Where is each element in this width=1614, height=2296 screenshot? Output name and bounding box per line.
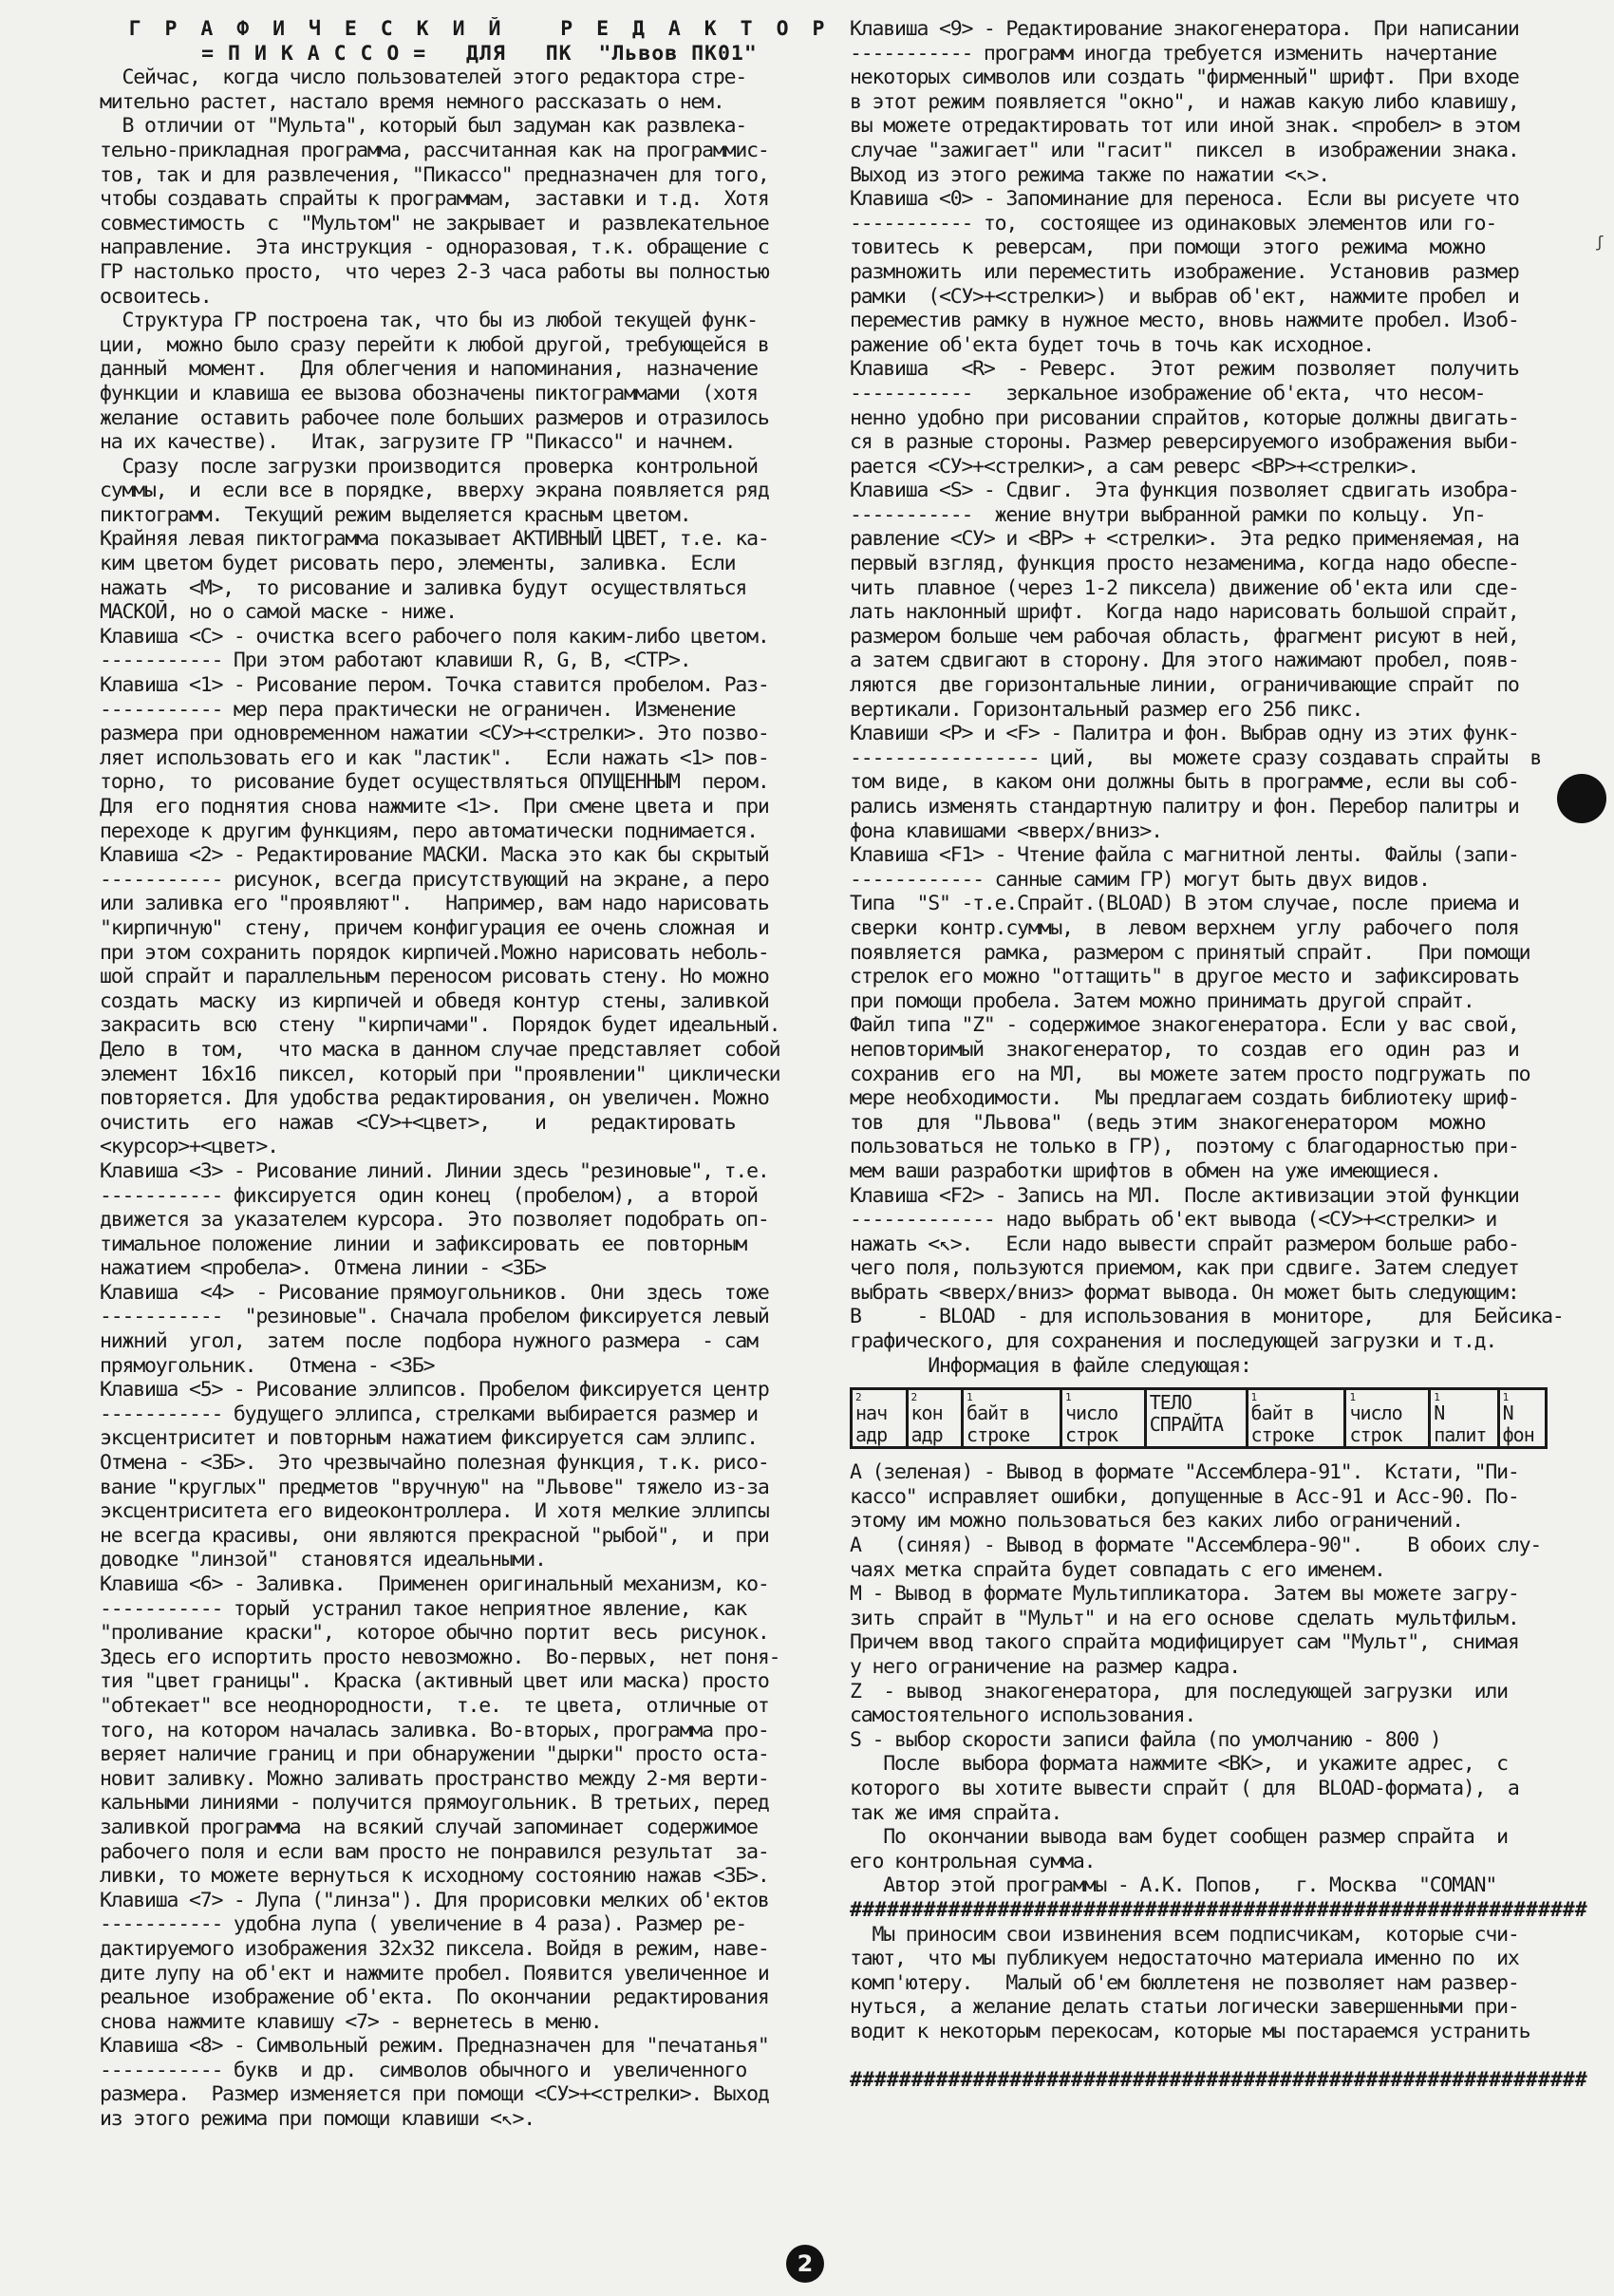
text-line: пользоваться не только в ГР), поэтому с благодарностью при- (850, 1135, 1519, 1159)
text-line: выбрать <вверх/вниз> формат вывода. Он может быть следующим: (850, 1280, 1519, 1305)
text-line: фона клавишами <вверх/вниз>. (850, 819, 1162, 843)
text-line: ----------- жение внутри выбранной рамки по кольцу. Уп- (850, 502, 1486, 527)
text-line: После выбора формата нажмите <ВК>, и укажите адрес, с (850, 1752, 1508, 1777)
text-line: S - выбор скорости записи файла (по умолчанию - 800 ) (850, 1727, 1441, 1752)
right-column-bottom-text (850, 1460, 1609, 2092)
text-line: МАСКОЙ, но о самой маске - ниже. (100, 600, 457, 625)
cell-byte-count: 1 (1349, 1391, 1356, 1404)
text-line: чтобы создавать спрайты к программам, заставки и т.д. Хотя (100, 187, 769, 212)
cell-byte-count: 1 (1250, 1391, 1257, 1404)
text-line: чить плавное (через 1-2 пиксела) движение об'екта или сде- (850, 575, 1519, 600)
text-line: <курсор>+<цвет>. (100, 1135, 278, 1159)
text-line: повторяется. Для удобства редактирования, он увеличен. Можно (100, 1086, 769, 1111)
text-line: переходе к другим функциям, перо автоматически поднимается. (100, 819, 758, 843)
text-line: ----------- будущего эллипса, стрелками выбирается размер и (100, 1402, 758, 1426)
text-line: Клавиша <С> - очистка всего рабочего поля каким-либо цветом. (100, 624, 769, 649)
right-column-top-text (850, 17, 1609, 1378)
file-format-row (852, 1389, 1547, 1448)
text-line: некоторых символов или создать "фирменный" шрифт. При входе (850, 66, 1519, 90)
text-line: вертикали. Горизонтальный размер его 256 пикс. (850, 697, 1363, 722)
text-line: появляется рамка, размером с принятый спрайт. При помощи (850, 940, 1530, 965)
cell-label: кон адр (910, 1402, 943, 1447)
text-line: Структура ГР построена так, что бы из любой текущей функ- (100, 309, 758, 333)
text-line: а затем сдвигают в сторону. Для этого нажимают пробел, появ- (850, 649, 1519, 673)
text-line: закрасить всю стену "кирпичами". Порядок будет идеальный. (100, 1013, 780, 1038)
text-line: торно, то рисование будет осуществляться ОПУЩЕННЫМ пером. (100, 770, 769, 795)
text-line: заливкой программа на всякий случай запоминает содержимое (100, 1815, 758, 1839)
text-line: том виде, в каком они должны быть в программе, если вы соб- (850, 770, 1519, 795)
text-line: ся в разные стороны. Размер реверсируемого изображения выби- (850, 430, 1519, 455)
text-line: тов для "Львова" (ведь этим знакогенератором можно (850, 1110, 1486, 1135)
text-line: ----------------- ций, вы можете сразу создавать спрайты в (850, 745, 1542, 770)
text-line: ------------ санные самим ГР) могут быть двух видов. (850, 867, 1430, 892)
text-line: дите лупу на об'ект и нажмите пробел. Появится увеличенное и (100, 1961, 769, 1985)
text-line: или заливка его "проявляют". Например, вам надо нарисовать (100, 892, 769, 916)
format-cell (963, 1389, 1061, 1448)
left-column (100, 17, 859, 2132)
text-line: данный момент. Для облегчения и напоминания, назначение (100, 357, 758, 382)
text-line: мем ваши разработки шрифтов в обмен на уже имеющиеся. (850, 1158, 1441, 1183)
page-number: 2 (786, 2245, 824, 2283)
format-cell (1498, 1389, 1546, 1448)
text-line: Крайняя левая пиктограмма показывает АКТИВНЫЙ ЦВЕТ, т.е. ка- (100, 527, 769, 552)
text-line: ----------- зеркальное изображение об'екта, что несом- (850, 381, 1486, 405)
text-line: нажать <↖>. Если надо вывести спрайт размером больше рабо- (850, 1232, 1519, 1256)
text-line: вание "круглых" предметов "вручную" на "Львове" тяжело из-за (100, 1475, 769, 1499)
text-line: ненно удобно при рисовании спрайтов, которые должны двигать- (850, 405, 1519, 430)
text-line: "проливание краски", которое обычно портит весь рисунок. (100, 1621, 769, 1646)
cell-label: число строк (1349, 1402, 1402, 1447)
text-line: "обтекает" все неоднородности, т.е. те цвета, отличные от (100, 1693, 769, 1718)
text-line: этому им можно пользоваться без каких либо ограничений. (850, 1509, 1463, 1534)
cell-byte-count: 2 (855, 1391, 861, 1404)
text-line: нажать <М>, то рисование и заливка будут осуществляться (100, 575, 747, 600)
text-line: Дело в том, что маска в данном случае представляет собой (100, 1037, 780, 1062)
text-line: Клавиша <0> - Запоминание для переноса. Если вы рисуете что (850, 187, 1519, 212)
file-format-table (850, 1387, 1548, 1449)
text-line: размера. Размер изменяется при помощи <СУ>+<стрелки>. Выход (100, 2082, 769, 2107)
text-line: Выход из этого режима также по нажатии <↖>. (850, 162, 1329, 187)
text-line: в этот режим появляется "окно", и нажав какую либо клавишу, (850, 89, 1519, 114)
cell-label: N палит (1434, 1402, 1487, 1447)
text-line: равление <СУ> и <ВР> + <стрелки>. Эта редко применяемая, на (850, 527, 1519, 552)
text-line: Клавиша <1> - Рисование пером. Точка ставится пробелом. Раз- (100, 673, 769, 698)
cell-label: число строк (1064, 1402, 1118, 1447)
text-line: А (зеленая) - Вывод в формате "Ассемблера-91". Кстати, "Пи- (850, 1460, 1519, 1485)
text-line: ким цветом будет рисовать перо, элементы, заливка. Если (100, 552, 736, 576)
cell-byte-count: 1 (1502, 1391, 1509, 1404)
text-line: нуться, а желание делать статьи логически завершенными при- (850, 1995, 1519, 2020)
text-line: при помощи пробела. Затем можно принимать другой спрайт. (850, 988, 1474, 1013)
text-line: не всегда красивы, они являются прекрасной "рыбой", и при (100, 1523, 769, 1548)
file-format-table-wrap (850, 1387, 1609, 1449)
text-line: Клавиша <R> - Реверс. Этот режим позволяет получить (850, 357, 1519, 382)
cell-label: N фон (1502, 1402, 1534, 1447)
text-line: первый взгляд, функция просто незаменима, когда надо обеспе- (850, 552, 1519, 576)
page-title: Г Р А Ф И Ч Е С К И Й Р Е Д А К Т О Р (128, 17, 831, 41)
text-line: у него ограничение на размер кадра. (850, 1655, 1241, 1679)
text-line: функции и клавиша ее вызова обозначены пиктограммами (хотя (100, 381, 758, 405)
format-cell (1247, 1389, 1345, 1448)
page-subtitle: = П И К А С С О = ДЛЯ ПК "Львов ПК01" (201, 41, 758, 66)
text-line: веряет наличие границ и при обнаружении "дырки" просто оста- (100, 1742, 769, 1767)
text-line: Клавиша <7> - Лупа ("линза"). Для прорисовки мелких об'ектов (100, 1888, 769, 1912)
text-line: рамки (<СУ>+<стрелки>) и выбрав об'ект, нажмите пробел и (850, 284, 1519, 309)
text-line: Z - вывод знакогенератора, для последующей загрузки или (850, 1679, 1508, 1703)
text-line: ----------- программ иногда требуется изменить начертание (850, 41, 1497, 66)
text-line: ----------- удобна лупа ( увеличение в 4 раза). Размер ре- (100, 1912, 747, 1937)
text-line: рабочего поля и если вам просто не понравился результат за- (100, 1839, 769, 1864)
text-line: шой спрайт и параллельным переносом рисовать стену. Но можно (100, 965, 769, 989)
text-line: чаях метка спрайта будет совпадать с его именем. (850, 1557, 1385, 1582)
text-line: движется за указателем курсора. Это позволяет подобрать оп- (100, 1208, 769, 1233)
text-line: того, на котором началась заливка. Во-вторых, программа про- (100, 1718, 769, 1742)
text-line: элемент 16х16 пиксел, который при "проявлении" циклически (100, 1062, 780, 1086)
text-line: Отмена - <ЗБ>. Это чрезвычайно полезная функция, т.к. рисо- (100, 1451, 769, 1476)
text-line: стрелок его можно "оттащить" в другое место и зафиксировать (850, 965, 1519, 989)
text-line: Клавиша <9> - Редактирование знакогенератора. При написании (850, 17, 1519, 41)
text-line: ############################################################ (850, 2068, 1587, 2093)
text-line: Сразу после загрузки производится проверка контрольной (100, 454, 758, 479)
text-line: освоитесь. (100, 284, 212, 309)
text-line: его контрольная сумма. (850, 1849, 1096, 1873)
text-line: новит заливку. Можно заливать пространство между 2-мя верти- (100, 1766, 769, 1791)
text-line: создать маску из кирпичей и обведя контур стены, заливкой (100, 988, 769, 1013)
text-line: при этом сохранить порядок кирпичей.Можно нарисовать неболь- (100, 940, 769, 965)
cell-label: байт в строке (1250, 1402, 1314, 1447)
text-line: реальное изображение об'екта. По окончании редактирования (100, 1985, 769, 2010)
cell-label: байт в строке (967, 1402, 1030, 1447)
format-cell (907, 1389, 963, 1448)
text-line: М - Вывод в формате Мультипликатора. Затем вы можете загру- (850, 1582, 1519, 1607)
text-line: ----------- фиксируется один конец (пробелом), а второй (100, 1183, 758, 1208)
format-cell (852, 1389, 908, 1448)
text-line: тимальное положение линии и зафиксировать ее повторным (100, 1232, 747, 1256)
text-line: Клавиша <6> - Заливка. Применен оригинальный механизм, ко- (100, 1572, 769, 1596)
text-line: ----------- букв и др. символов обычного и увеличенного (100, 2058, 747, 2082)
text-line: эксцентриситет и повторным нажатием фиксируется сам эллипс. (100, 1426, 758, 1451)
text-line: кальными линиями - получится прямоугольник. В третьих, перед (100, 1791, 769, 1816)
text-line: ----------- то, состоящее из одинаковых элементов или го- (850, 211, 1497, 235)
format-cell (1060, 1389, 1145, 1448)
cell-byte-count: 1 (967, 1391, 972, 1404)
text-line: из этого режима при помощи клавиши <↖>. (100, 2107, 535, 2132)
text-line: Для его поднятия снова нажмите <1>. При смене цвета и при (100, 795, 769, 819)
text-line: комп'ютеру. Малый об'ем бюллетеня не позволяет нам развер- (850, 1970, 1519, 1995)
text-line: доводке "линзой" становятся идеальными. (100, 1548, 546, 1572)
text-line: товитесь к реверсам, при помощи этого режима можно (850, 235, 1486, 260)
text-line: Клавиши <P> и <F> - Палитра и фон. Выбрав одну из этих функ- (850, 722, 1519, 746)
text-line: пиктограмм. Текущий режим выделяется красным цветом. (100, 502, 691, 527)
text-line: размножить или переместить изображение. Установив размер (850, 259, 1519, 284)
text-line: тов, так и для развлечения, "Пикассо" предназначен для того, (100, 162, 769, 187)
text-line: Причем ввод такого спрайта модифицирует сам "Мульт", снимая (850, 1630, 1519, 1655)
text-line: мительно растет, настало время немного рассказать о нем. (100, 89, 724, 114)
text-line: ляет использовать его и как "ластик". Если нажать <1> пов- (100, 745, 769, 770)
text-line: Клавиша <2> - Редактирование МАСКИ. Маска это как бы скрытый (100, 843, 769, 868)
text-line: Автор этой программы - А.К. Попов, г. Москва "COMAN" (850, 1873, 1497, 1898)
text-line: Клавиша <3> - Рисование линий. Линии здесь "резиновые", т.е. (100, 1158, 769, 1183)
text-line: нажатием <пробела>. Отмена линии - <ЗБ> (100, 1256, 546, 1281)
text-line: Клавиша <4> - Рисование прямоугольников. Они здесь тоже (100, 1280, 769, 1305)
text-line: В отличии от "Мульта", который был задуман как развлека- (100, 114, 747, 139)
text-line: самостоятельного использования. (850, 1703, 1196, 1728)
text-line: ливки, то можете вернуться к исходному состоянию нажав <ЗБ>. (100, 1864, 769, 1889)
text-line: направление. Эта инструкция - одноразовая, т.к. обращение с (100, 235, 769, 260)
cell-label: нач адр (855, 1402, 888, 1447)
format-cell (1145, 1389, 1247, 1448)
text-line: Информация в файле следующая: (850, 1353, 1251, 1378)
text-line: случае "зажигает" или "гасит" пиксел в изображении знака. (850, 138, 1519, 162)
text-line: тают, что мы публикуем недостаточно материала именно по их (850, 1947, 1519, 1971)
text-line: ции, можно было сразу перейти к любой другой, требующейся в (100, 332, 769, 357)
cell-byte-count: 1 (1064, 1391, 1071, 1404)
text-line: водит к некоторым перекосам, которые мы постараемся устранить (850, 2019, 1530, 2043)
text-line: Файл типа "Z" - содержимое знакогенератора. Если у вас свой, (850, 1013, 1519, 1038)
text-line: По окончании вывода вам будет сообщен размер спрайта и (850, 1825, 1508, 1850)
text-line: ражение об'екта будет точь в точь как исходное. (850, 332, 1374, 357)
text-line: Клавиша <5> - Рисование эллипсов. Пробелом фиксируется центр (100, 1378, 769, 1402)
text-line: "кирпичную" стену, причем конфигурация ее очень сложная и (100, 915, 769, 940)
text-line: тия "цвет границы". Краска (активный цвет или маска) просто (100, 1669, 769, 1694)
text-line: ----------- При этом работают клавиши R, G, B, <СТР>. (100, 649, 691, 673)
format-cell (1430, 1389, 1498, 1448)
text-line: B - BLOAD - для использования в мониторе, для Бейсика- (850, 1305, 1564, 1329)
text-line: нижний угол, затем после подбора нужного размера - сам (100, 1329, 758, 1354)
text-line: зить спрайт в "Мульт" и на его основе сделать мультфильм. (850, 1606, 1519, 1630)
text-line: Клавиша <8> - Символьный режим. Предназначен для "печатанья" (100, 2034, 769, 2059)
text-line: ------------- надо выбрать об'ект вывода (<СУ>+<стрелки> и (850, 1208, 1497, 1233)
margin-mark: ʃ (1595, 233, 1605, 251)
text-line: неповторимый знакогенератор, то создав его один раз и (850, 1037, 1519, 1062)
text-line: рались изменять стандартную палитру и фон. Перебор палитры и (850, 795, 1519, 819)
right-column (850, 17, 1609, 2093)
text-line: дактируемого изображения 32х32 пиксела. Войдя в режим, наве- (100, 1936, 769, 1961)
text-line: Клавиша <F2> - Запись на МЛ. После активизации этой функции (850, 1183, 1519, 1208)
text-line: желание оставить рабочее поле больших размеров и отразилось (100, 405, 769, 430)
text-line: прямоугольник. Отмена - <ЗБ> (100, 1353, 435, 1378)
text-line: рается <СУ>+<стрелки>, а сам реверс <ВР>+<стрелки>. (850, 454, 1418, 479)
cell-byte-count: 1 (1434, 1391, 1439, 1404)
text-line (850, 2044, 1609, 2069)
text-line: вы можете отредактировать тот или иной знак. <пробел> в этом (850, 114, 1519, 139)
text-line: эксцентриситета его видеоконтроллера. И хотя мелкие эллипсы (100, 1499, 769, 1524)
text-line: лать наклонный шрифт. Когда надо нарисовать большой спрайт, (850, 600, 1519, 625)
cell-label: ТЕЛО СПРАЙТА (1149, 1391, 1224, 1437)
text-line: тельно-прикладная программа, рассчитанная как на программис- (100, 138, 769, 162)
text-line: сверки контр.суммы, в левом верхнем углу рабочего поля (850, 915, 1519, 940)
text-line: суммы, и если все в порядке, вверху экрана появляется ряд (100, 479, 769, 503)
text-line: на их качестве). Итак, загрузите ГР "Пикассо" и начнем. (100, 430, 736, 455)
text-line: Типа "S" -т.е.Спрайт.(BLOAD) В этом случае, после приема и (850, 892, 1519, 916)
text-line: мере необходимости. Мы предлагаем создать библиотеку шриф- (850, 1086, 1519, 1111)
punch-hole (1557, 774, 1606, 823)
text-line: ----------- торый устранил такое неприятное явление, как (100, 1596, 747, 1621)
text-line: Клавиша <F1> - Чтение файла с магнитной ленты. Файлы (запи- (850, 843, 1519, 868)
text-line: которого вы хотите вывести спрайт ( для BLOAD-формата), а (850, 1776, 1519, 1800)
text-line: кассо" исправляет ошибки, допущенные в Асс-91 и Асс-90. По- (850, 1484, 1519, 1509)
text-line: ############################################################ (850, 1897, 1587, 1922)
text-line: размером больше чем рабочая область, фрагмент рисуют в ней, (850, 624, 1519, 649)
text-line: снова нажмите клавишу <7> - вернетесь в меню. (100, 2009, 602, 2034)
text-line: чего поля, пользуются приемом, как при сдвиге. Затем следует (850, 1256, 1519, 1281)
text-line: ----------- "резиновые". Сначала пробелом фиксируется левый (100, 1305, 769, 1329)
text-line: ляются две горизонтальные линии, ограничивающие спрайт по (850, 673, 1519, 698)
text-line: ----------- рисунок, всегда присутствующий на экране, а перо (100, 867, 769, 892)
text-line: сохранив его на МЛ, вы можете затем просто подгружать по (850, 1062, 1530, 1086)
text-line: Сейчас, когда число пользователей этого редактора стре- (100, 66, 747, 90)
text-line: ГР настолько просто, что через 2-3 часа работы вы полностью (100, 259, 769, 284)
text-line: графического, для сохранения и последующей загрузки и т.д. (850, 1329, 1497, 1354)
text-line: совместимость с "Мультом" не закрывает и развлекательное (100, 211, 769, 235)
text-line: переместив рамку в нужное место, вновь нажмите пробел. Изоб- (850, 309, 1519, 333)
text-line: очистить его нажав <СУ>+<цвет>, и редактировать (100, 1110, 736, 1135)
text-line: так же имя спрайта. (850, 1800, 1062, 1825)
text-line: размера при одновременном нажатии <СУ>+<стрелки>. Это позво- (100, 722, 769, 746)
text-line: А (синяя) - Вывод в формате "Ассемблера-90". В обоих слу- (850, 1534, 1542, 1558)
format-cell (1345, 1389, 1430, 1448)
text-line: Мы приносим свои извинения всем подписчикам, которые счи- (850, 1922, 1519, 1947)
text-line: Клавиша <S> - Сдвиг. Эта функция позволяет сдвигать изобра- (850, 479, 1519, 503)
text-line: ----------- мер пера практически не ограничен. Изменение (100, 697, 736, 722)
text-line: Здесь его испортить просто невозможно. Во-первых, нет поня- (100, 1645, 780, 1669)
cell-byte-count: 2 (910, 1391, 917, 1404)
